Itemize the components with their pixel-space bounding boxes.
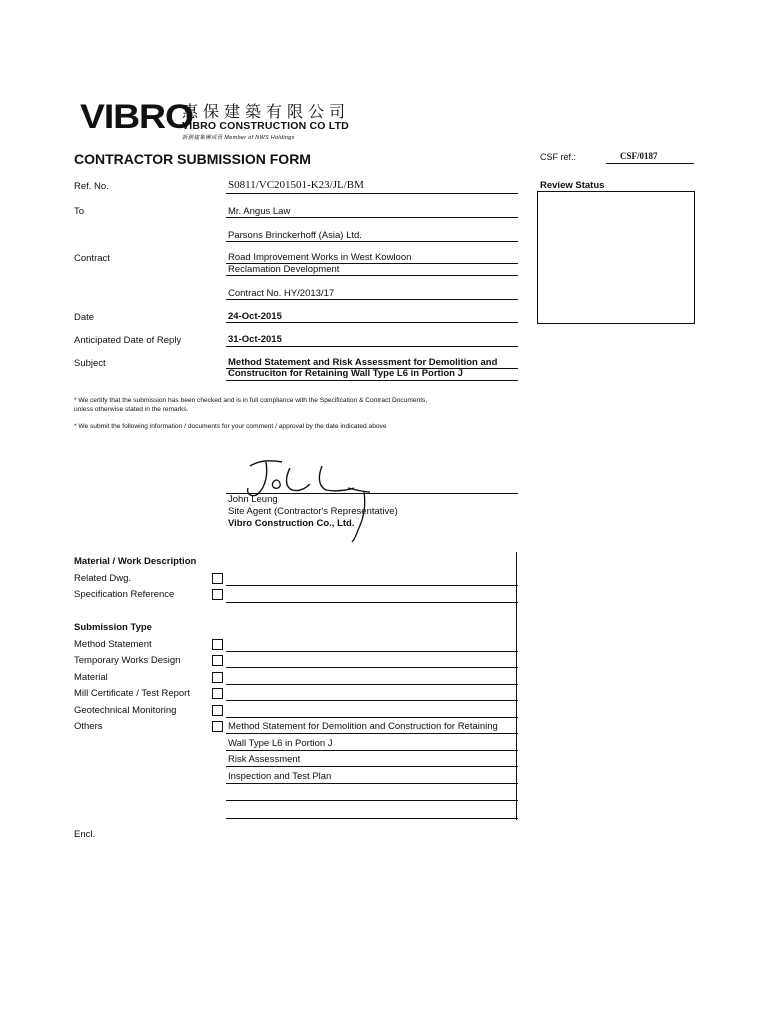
contract-line2-underline — [226, 275, 518, 276]
signatory-title: Site Agent (Contractor's Representative) — [228, 506, 398, 517]
temp-works-line — [226, 667, 518, 668]
temp-works-label: Temporary Works Design — [74, 655, 181, 666]
ref-no-value: S0811/VC201501-K23/JL/BM — [228, 179, 364, 191]
mill-cert-checkbox[interactable] — [212, 688, 223, 699]
others-label: Others — [74, 721, 103, 732]
to-label: To — [74, 206, 85, 217]
others-text-line3: Risk Assessment — [228, 754, 301, 765]
others-checkbox[interactable] — [212, 721, 223, 732]
encl-label: Encl. — [74, 829, 96, 840]
to-name-underline — [226, 217, 518, 218]
bottom-border-line — [226, 818, 518, 819]
to-company-underline — [226, 241, 518, 242]
signatory-name: John Leung — [228, 494, 278, 505]
company-name: VIBRO CONSTRUCTION CO LTD — [182, 120, 349, 132]
review-status-box — [537, 191, 695, 324]
right-border-bar — [516, 552, 517, 820]
spec-ref-checkbox[interactable] — [212, 589, 223, 600]
member-line: 新創建集團成員 Member of NWS Holdings — [182, 135, 295, 141]
certification-line3: * We submit the following information / documents for your comment / approval by the date indicated above — [74, 423, 387, 430]
geotech-line — [226, 717, 518, 718]
others-text-line2: Wall Type L6 in Portion J — [228, 738, 333, 749]
ref-no-underline — [226, 193, 518, 194]
form-title: CONTRACTOR SUBMISSION FORM — [74, 151, 311, 167]
csf-ref-value: CSF/0187 — [620, 151, 658, 161]
date-underline — [226, 322, 518, 323]
method-statement-checkbox[interactable] — [212, 639, 223, 650]
related-dwg-checkbox[interactable] — [212, 573, 223, 584]
review-status-label: Review Status — [540, 180, 605, 191]
material-label: Material — [74, 672, 108, 683]
submission-heading: Submission Type — [74, 622, 152, 633]
reply-date-underline — [226, 346, 518, 347]
csf-ref-label: CSF ref.: — [540, 152, 577, 162]
certification-line2: unless otherwise stated in the remarks. — [74, 406, 189, 413]
others-line3-underline — [226, 766, 518, 767]
subject-label: Subject — [74, 358, 106, 369]
geotech-label: Geotechnical Monitoring — [74, 705, 177, 716]
to-company: Parsons Brinckerhoff (Asia) Ltd. — [228, 230, 362, 241]
contract-no-underline — [226, 299, 518, 300]
subject-line2: Construciton for Retaining Wall Type L6 in Portion J — [228, 368, 463, 379]
date-label: Date — [74, 312, 95, 323]
contract-no: Contract No. HY/2013/17 — [228, 288, 335, 299]
related-dwg-label: Related Dwg. — [74, 573, 132, 584]
csf-ref-underline — [606, 163, 694, 164]
others-line2-underline — [226, 750, 518, 751]
material-checkbox[interactable] — [212, 672, 223, 683]
subject-line1: Method Statement and Risk Assessment for Demolition and — [228, 357, 498, 368]
to-name: Mr. Angus Law — [228, 206, 291, 217]
mill-cert-label: Mill Certificate / Test Report — [74, 688, 190, 699]
others-line1-underline — [226, 733, 518, 734]
others-line4-underline — [226, 783, 518, 784]
geotech-checkbox[interactable] — [212, 705, 223, 716]
others-text-line1: Method Statement for Demolition and Construction for Retaining — [228, 721, 498, 732]
contract-line2: Reclamation Development — [228, 264, 340, 275]
subject-line2-underline — [226, 380, 518, 381]
ref-no-label: Ref. No. — [74, 181, 109, 192]
material-heading: Material / Work Description — [74, 556, 197, 567]
mill-cert-line — [226, 700, 518, 701]
contract-line1: Road Improvement Works in West Kowloon — [228, 252, 412, 263]
date-value: 24-Oct-2015 — [228, 311, 282, 322]
temp-works-checkbox[interactable] — [212, 655, 223, 666]
company-name-chinese: 惠保建築有限公司 — [182, 102, 351, 121]
reply-date-value: 31-Oct-2015 — [228, 334, 282, 345]
contract-label: Contract — [74, 253, 110, 264]
material-line — [226, 684, 518, 685]
signatory-company: Vibro Construction Co., Ltd. — [228, 518, 355, 529]
spec-ref-label: Specification Reference — [74, 589, 175, 600]
others-line5-underline — [226, 800, 518, 801]
company-logo: VIBRO — [80, 98, 193, 136]
related-dwg-line — [226, 585, 518, 586]
others-text-line4: Inspection and Test Plan — [228, 771, 332, 782]
method-statement-label: Method Statement — [74, 639, 152, 650]
certification-line1: * We certify that the submission has been checked and is in full compliance with the Specification & Contract Documents, — [74, 397, 428, 404]
reply-date-label: Anticipated Date of Reply — [74, 335, 182, 346]
method-statement-line — [226, 651, 518, 652]
spec-ref-line — [226, 602, 518, 603]
